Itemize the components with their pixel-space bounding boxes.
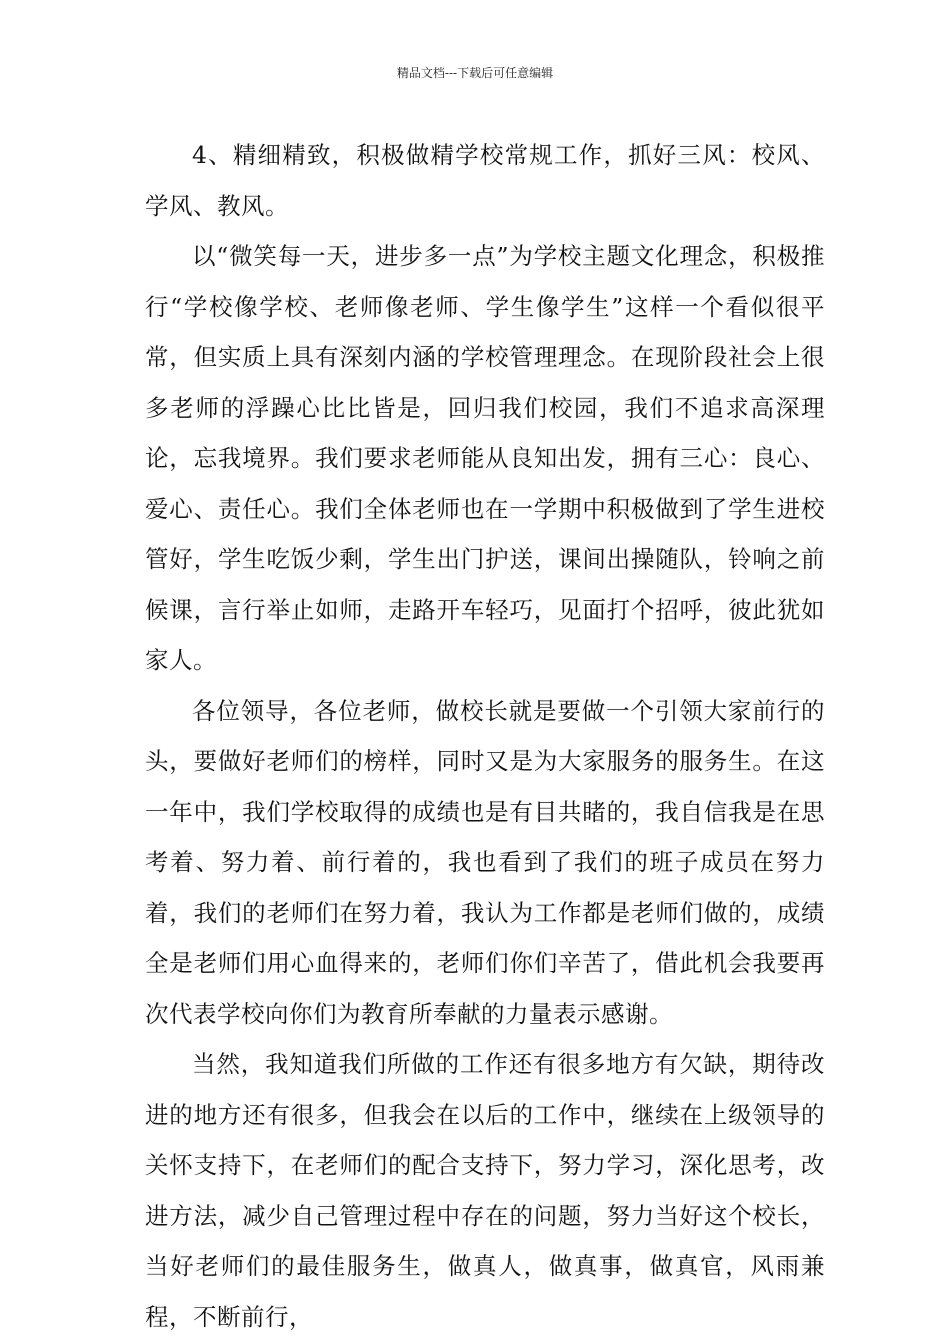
document-body [145, 130, 825, 1342]
paragraph: 4、精细精致，积极做精学校常规工作，抓好三风：校风、学风、教风。 [145, 141, 825, 220]
paragraph: 当然，我知道我们所做的工作还有很多地方有欠缺，期待改进的地方还有很多，但我会在以后的工作中，继续在上级领导的关怀支持下，在老师们的配合支持下，努力学习，深化思考，改进方法，减少自己管理过程中存在的问题，努力当好这个校长，当好老师们的最佳服务生，做真人，做真事，做真官，风雨兼程，不断前行， [145, 1050, 825, 1331]
paragraph: 各位领导，各位老师，做校长就是要做一个引领大家前行的头，要做好老师们的榜样，同时又是为大家服务的服务生。在这一年中，我们学校取得的成绩也是有目共睹的，我自信我是在思考着、努力着、前行着的，我也看到了我们的班子成员在努力着，我们的老师们在努力着，我认为工作都是老师们做的，成绩全是老师们用心血得来的，老师们你们辛苦了，借此机会我要再次代表学校向你们为教育所奉献的力量表示感谢。 [145, 696, 825, 1028]
page-header: 精品文档---下载后可任意编辑 [396, 66, 554, 80]
paragraph: 以“微笑每一天，进步多一点”为学校主题文化理念，积极推行“学校像学校、老师像老师、学生像学生”这样一个看似很平常，但实质上具有深刻内涵的学校管理理念。在现阶段社会上很多老师的浮躁心比比皆是，回归我们校园，我们不追求高深理论，忘我境界。我们要求老师能从良知出发，拥有三心：良心、爱心、责任心。我们全体老师也在一学期中积极做到了学生进校管好，学生吃饭少剩，学生出门护送，课间出操随队，铃响之前候课，言行举止如师，走路开车轻巧，见面打个招呼，彼此犹如家人。 [145, 242, 825, 674]
